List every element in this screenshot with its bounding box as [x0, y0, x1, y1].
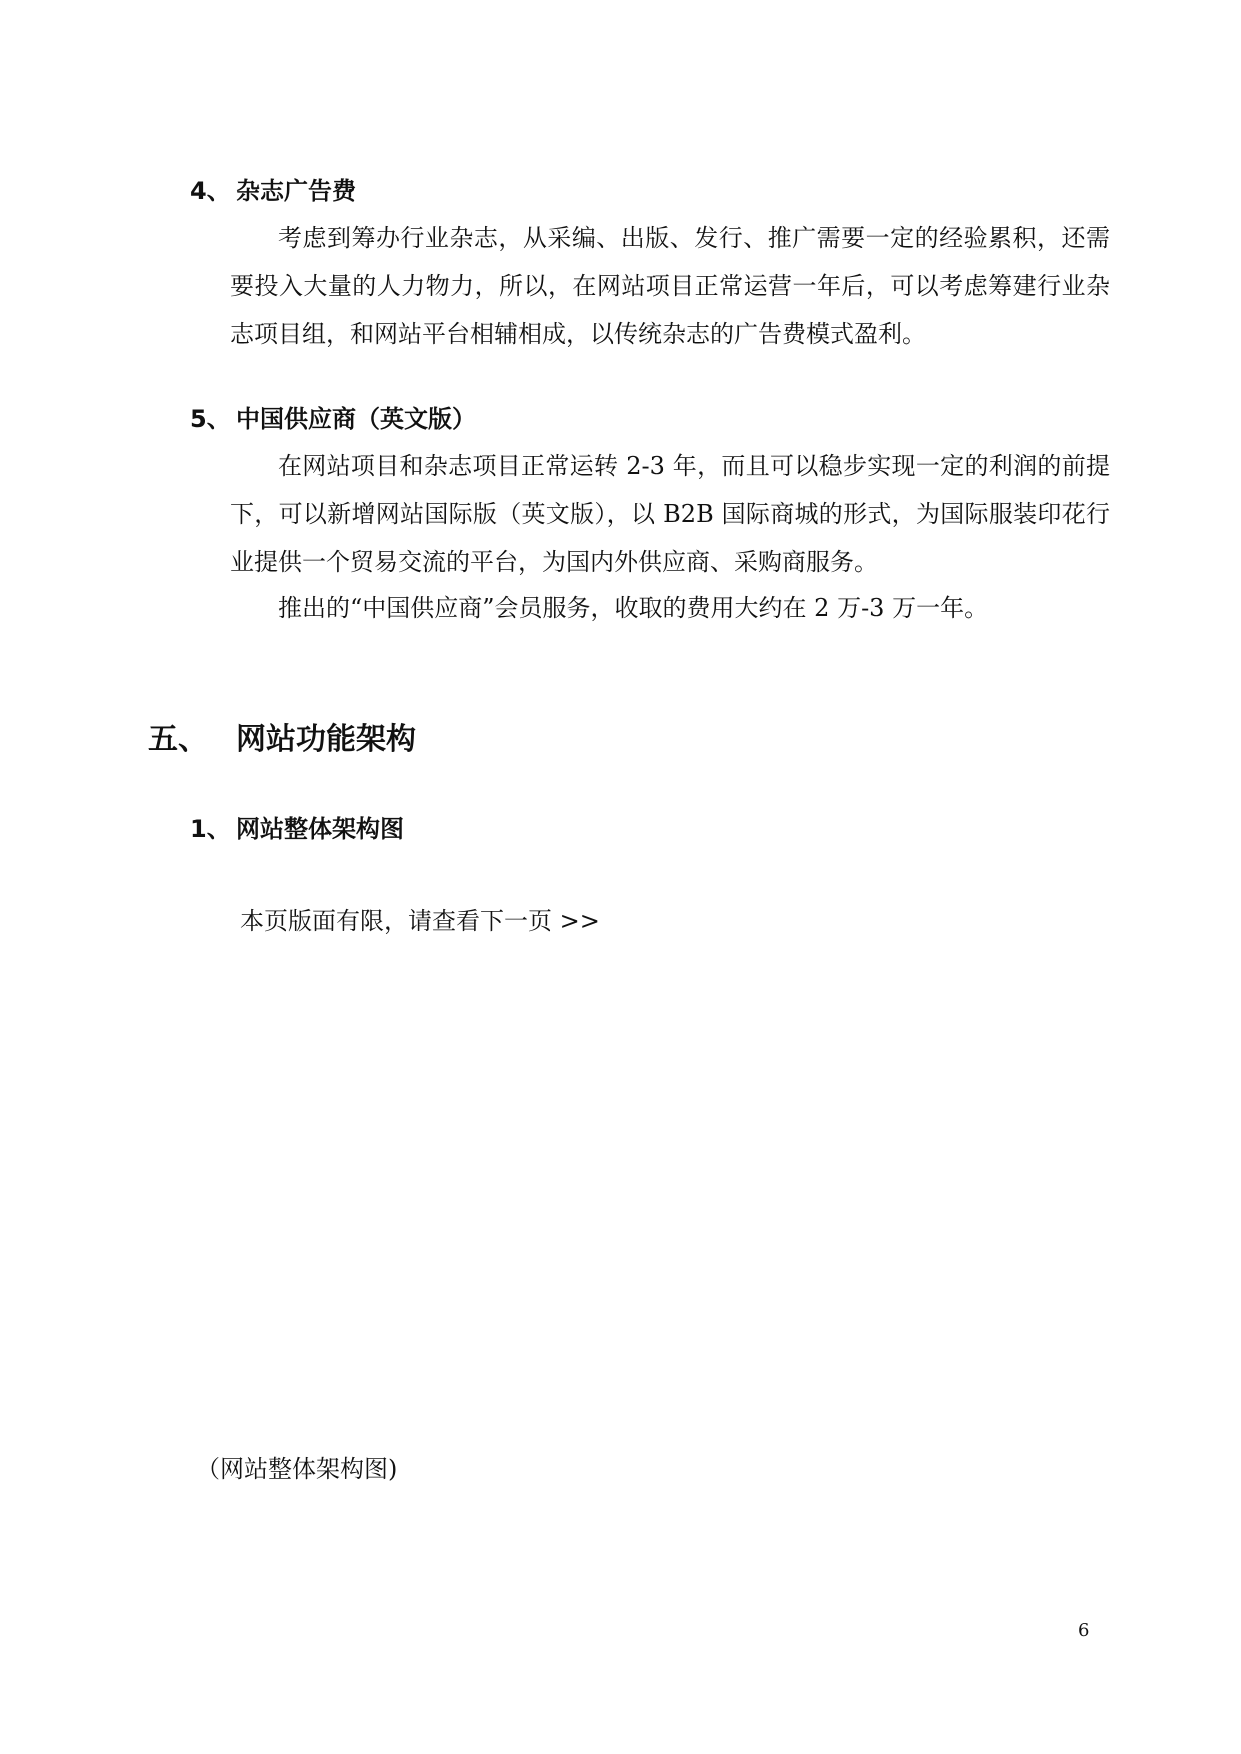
subsection-1-heading — [190, 814, 404, 844]
subsection-1-number: 1、 — [190, 815, 231, 843]
section-5-paragraph-1: 在网站项目和杂志项目正常运转 2-3 年，而且可以稳步实现一定的利润的前提下，可以新增网站国际版（英文版），以 B2B 国际商城的形式，为国际服装印花行业提供一个贸易交流的平台，为国内外供应商、采购商服务。 — [230, 452, 1110, 576]
section-4-number: 4、 — [190, 177, 231, 205]
section-5-number: 5、 — [190, 405, 231, 433]
continued-next-page-note: 本页版面有限，请查看下一页 >> — [240, 907, 600, 935]
chapter-5-heading — [148, 722, 416, 758]
chapter-5-title: 网站功能架构 — [236, 722, 416, 757]
chapter-5-number: 五、 — [148, 722, 208, 757]
page-number: 6 — [1078, 1620, 1090, 1641]
section-5-title: 中国供应商（英文版） — [236, 405, 476, 433]
section-5-heading — [190, 404, 476, 434]
figure-caption: （网站整体架构图) — [196, 1455, 398, 1483]
section-4-heading — [190, 176, 356, 206]
subsection-1-title: 网站整体架构图 — [236, 815, 404, 843]
section-4-title: 杂志广告费 — [236, 177, 356, 205]
section-4-paragraph: 考虑到筹办行业杂志，从采编、出版、发行、推广需要一定的经验累积，还需要投入大量的人力物力，所以，在网站项目正常运营一年后，可以考虑筹建行业杂志项目组，和网站平台相辅相成，以传统杂志的广告费模式盈利。 — [230, 224, 1110, 348]
section-5-paragraph-2: 推出的“中国供应商”会员服务，收取的费用大约在 2 万-3 万一年。 — [278, 594, 989, 622]
